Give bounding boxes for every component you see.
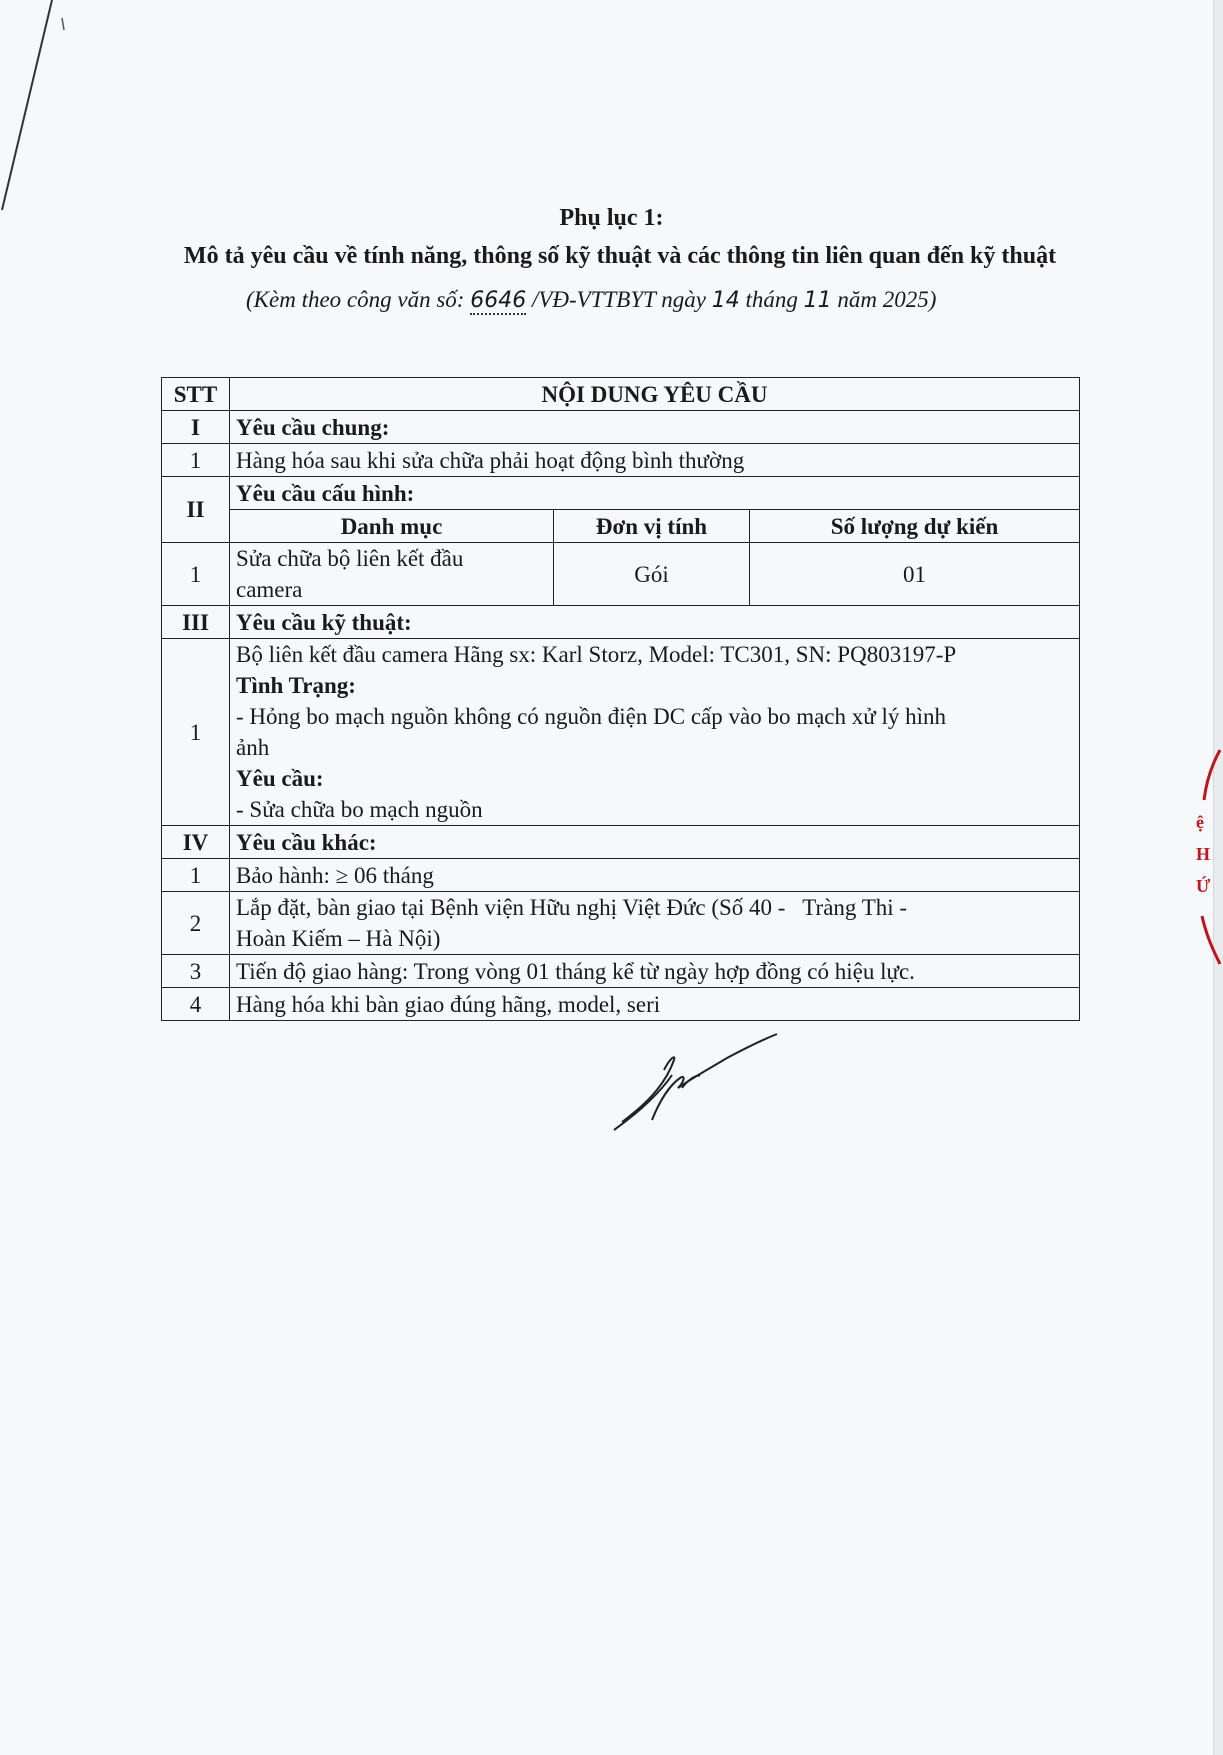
reference-middle: /VĐ-VTTBYT ngày bbox=[526, 287, 712, 312]
installation-line: Lắp đặt, bàn giao tại Bệnh viện Hữu nghị Việt Đức (Số 40 - Tràng Thi - bbox=[236, 895, 908, 920]
section-title: Yêu cầu chung: bbox=[230, 411, 1080, 444]
row-number: 1 bbox=[162, 639, 230, 826]
section-number: III bbox=[162, 606, 230, 639]
stamp-char: H bbox=[1196, 844, 1211, 864]
table-header-row bbox=[162, 378, 1080, 411]
reference-prefix: (Kèm theo công văn số: bbox=[246, 287, 471, 312]
row-number: 1 bbox=[162, 859, 230, 892]
reference-suffix: năm 2025) bbox=[831, 287, 937, 312]
handwritten-month: 11 bbox=[803, 288, 832, 313]
table-row bbox=[162, 955, 1080, 988]
section-row-2 bbox=[162, 477, 1080, 510]
row-number: 2 bbox=[162, 892, 230, 955]
delivery-text: Tiến độ giao hàng: Trong vòng 01 tháng kể từ ngày hợp đồng có hiệu lực. bbox=[230, 955, 1080, 988]
config-item-line: Sửa chữa bộ liên kết đầu bbox=[236, 546, 464, 571]
handover-text: Hàng hóa khi bàn giao đúng hãng, model, seri bbox=[230, 988, 1080, 1021]
condition-text-cont: ảnh bbox=[236, 735, 270, 760]
section-number: IV bbox=[162, 826, 230, 859]
config-item-line: camera bbox=[236, 577, 303, 602]
row-text: Hàng hóa sau khi sửa chữa phải hoạt động bình thường bbox=[230, 444, 1080, 477]
row-number: 4 bbox=[162, 988, 230, 1021]
folded-corner-mark bbox=[0, 0, 90, 230]
handwritten-signature bbox=[612, 1030, 782, 1140]
warranty-text: Bảo hành: ≥ 06 tháng bbox=[230, 859, 1080, 892]
stamp-char: ệ bbox=[1196, 812, 1204, 832]
red-stamp-fragment bbox=[1192, 748, 1222, 968]
technical-details-cell bbox=[230, 639, 1080, 826]
table-row bbox=[162, 444, 1080, 477]
col-header-quantity: Số lượng dự kiến bbox=[750, 510, 1080, 543]
section-title: Yêu cầu khác: bbox=[230, 826, 1080, 859]
config-header-row bbox=[162, 510, 1080, 543]
stamp-char: Ứ bbox=[1196, 876, 1211, 896]
config-item-cell bbox=[230, 543, 554, 606]
handwritten-document-number: 6646 bbox=[470, 288, 527, 313]
reference-month-word: tháng bbox=[739, 287, 804, 312]
requirement-text: - Sửa chữa bo mạch nguồn bbox=[236, 797, 483, 822]
col-header-item: Danh mục bbox=[230, 510, 554, 543]
section-title: Yêu cầu cấu hình: bbox=[230, 477, 1080, 510]
requirements-table bbox=[161, 377, 1080, 1021]
installation-line: Hoàn Kiếm – Hà Nội) bbox=[236, 926, 441, 951]
config-unit-cell: Gói bbox=[554, 543, 750, 606]
section-number: II bbox=[162, 477, 230, 543]
config-quantity-cell: 01 bbox=[750, 543, 1080, 606]
installation-cell bbox=[230, 892, 1080, 955]
device-description: Bộ liên kết đầu camera Hãng sx: Karl Storz, Model: TC301, SN: PQ803197-P bbox=[236, 642, 957, 667]
section-title: Yêu cầu kỹ thuật: bbox=[230, 606, 1080, 639]
requirement-label: Yêu cầu: bbox=[236, 766, 324, 791]
appendix-subtitle: Mô tả yêu cầu về tính năng, thông số kỹ thuật và các thông tin liên quan đến kỹ thuật bbox=[183, 243, 1057, 269]
section-row-3 bbox=[162, 606, 1080, 639]
appendix-title: Phụ lục 1: bbox=[559, 205, 664, 231]
table-row bbox=[162, 639, 1080, 826]
stt-header: STT bbox=[162, 378, 230, 411]
content-header: NỘI DUNG YÊU CẦU bbox=[230, 378, 1080, 411]
table-row bbox=[162, 543, 1080, 606]
section-row-4 bbox=[162, 826, 1080, 859]
table-row bbox=[162, 892, 1080, 955]
section-number: I bbox=[162, 411, 230, 444]
handwritten-day: 14 bbox=[711, 288, 740, 313]
condition-label: Tình Trạng: bbox=[236, 673, 356, 698]
table-row bbox=[162, 988, 1080, 1021]
section-row-1 bbox=[162, 411, 1080, 444]
table-row bbox=[162, 859, 1080, 892]
col-header-unit: Đơn vị tính bbox=[554, 510, 750, 543]
row-number: 1 bbox=[162, 543, 230, 606]
row-number: 3 bbox=[162, 955, 230, 988]
reference-line bbox=[246, 287, 936, 313]
row-number: 1 bbox=[162, 444, 230, 477]
condition-text: - Hỏng bo mạch nguồn không có nguồn điện DC cấp vào bo mạch xử lý hình bbox=[236, 704, 947, 729]
